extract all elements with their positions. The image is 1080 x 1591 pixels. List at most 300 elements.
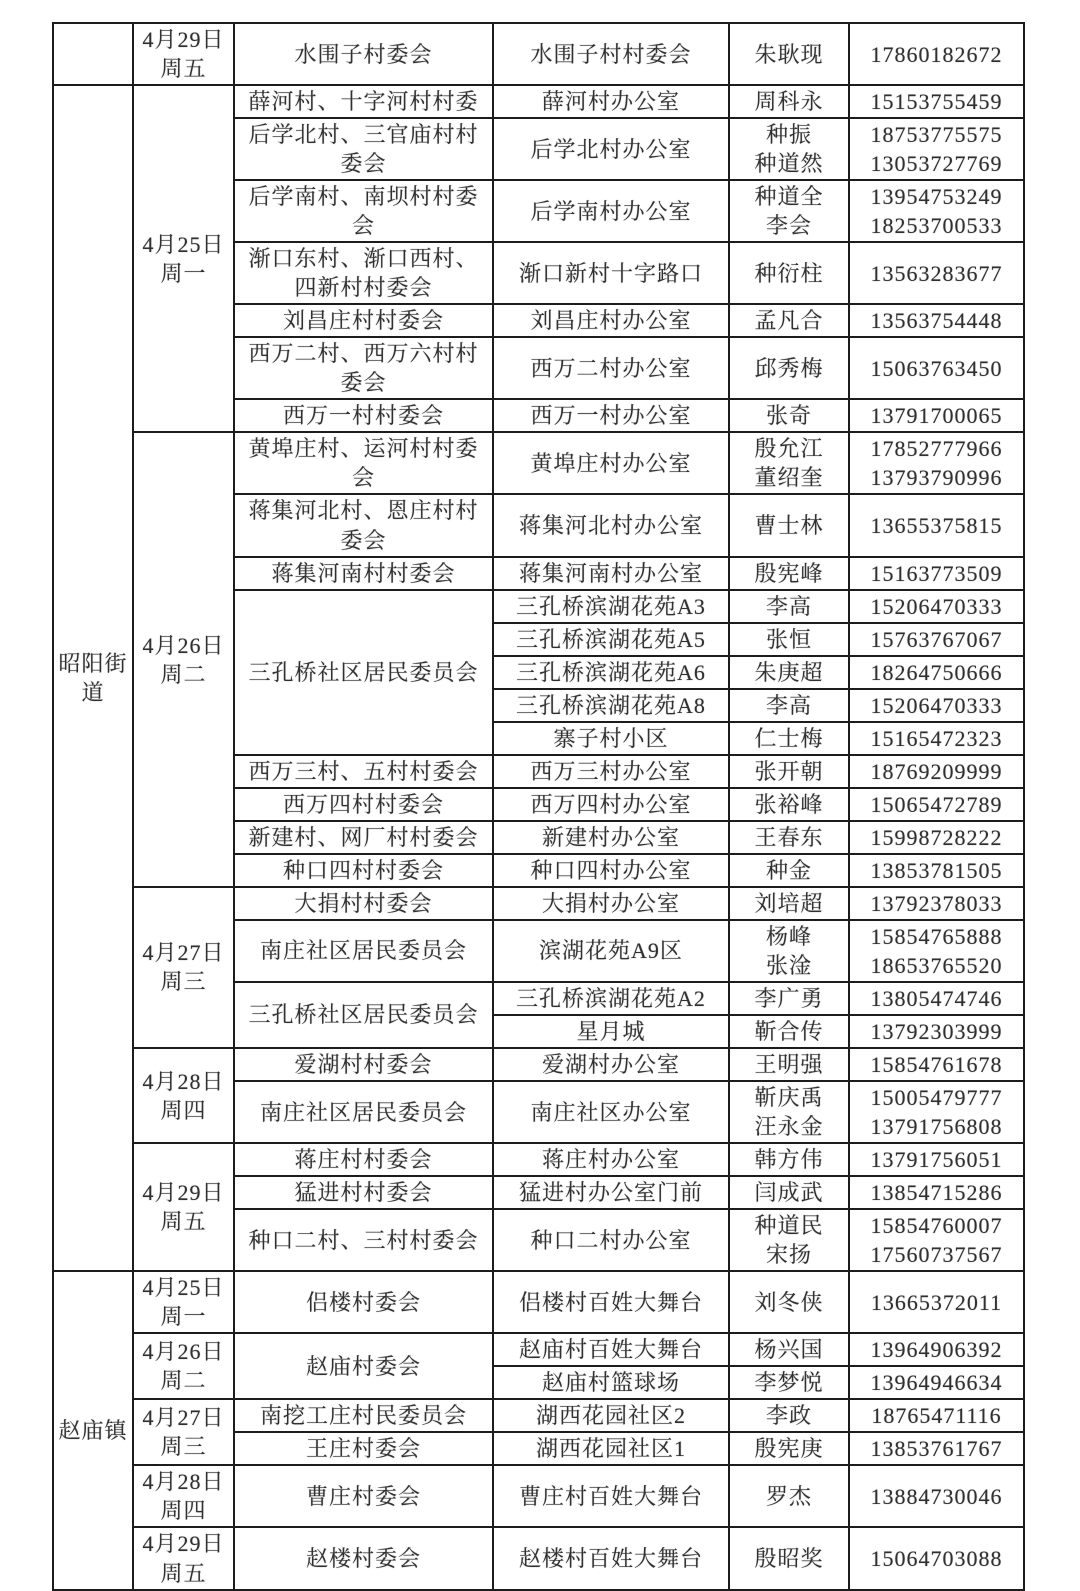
contact-name: 罗杰 <box>765 1483 812 1509</box>
date-cell <box>133 1048 234 1143</box>
location-cell <box>493 304 729 337</box>
committee-cell <box>234 1081 493 1143</box>
location-text: 滨湖花苑A9区 <box>539 938 683 964</box>
phone-number: 18753775575 <box>870 122 1003 148</box>
committee-name: 三孔桥社区居民委员会 <box>248 1002 479 1028</box>
date-text: 4月27日 <box>142 1405 225 1431</box>
contact-cell <box>729 23 849 85</box>
contact-cell <box>729 623 849 656</box>
committee-name: 水围子村委会 <box>294 41 433 67</box>
phone-cell <box>849 590 1024 623</box>
phone-number: 18253700533 <box>870 213 1003 239</box>
location-cell <box>493 1399 729 1432</box>
phone-cell <box>849 1176 1024 1209</box>
committee-cell <box>234 887 493 920</box>
phone-number: 13964906392 <box>870 1337 1003 1363</box>
location-text: 黄埠庄村办公室 <box>530 450 692 476</box>
phone-number: 15165472323 <box>870 725 1003 751</box>
phone-cell <box>849 821 1024 854</box>
location-text: 湖西花园社区1 <box>535 1436 686 1462</box>
committee-name: 西万一村村委会 <box>282 403 444 429</box>
contact-cell <box>729 590 849 623</box>
committee-cell <box>234 1048 493 1081</box>
phone-cell <box>849 623 1024 656</box>
phone-number: 17852777966 <box>870 436 1003 462</box>
contact-name: 靳庆禹 <box>754 1085 824 1111</box>
committee-cell <box>234 982 493 1048</box>
contact-name: 殷允江 <box>754 436 824 462</box>
phone-cell <box>849 656 1024 689</box>
location-cell <box>493 399 729 432</box>
table-row <box>53 1271 1024 1333</box>
contact-name: 王明强 <box>754 1052 824 1077</box>
weekday-text: 周四 <box>160 1097 207 1123</box>
contact-cell <box>729 242 849 304</box>
location-text: 赵庙村百姓大舞台 <box>518 1337 703 1363</box>
committee-name: 薛河村、十字河村村委 <box>248 89 479 115</box>
contact-name: 李梦悦 <box>754 1370 824 1396</box>
committee-name: 后学南村、南坝村村委会 <box>248 184 479 239</box>
phone-cell <box>849 920 1024 982</box>
contact-name: 宋扬 <box>765 1242 812 1268</box>
contact-name: 李广勇 <box>754 985 824 1011</box>
contact-name: 李会 <box>765 213 812 239</box>
contact-name: 王春东 <box>754 824 824 850</box>
contact-cell <box>729 982 849 1015</box>
phone-number: 13792378033 <box>870 890 1003 916</box>
weekday-text: 周四 <box>160 1498 207 1524</box>
location-cell <box>493 689 729 722</box>
committee-name: 南庄社区居民委员会 <box>259 1099 467 1125</box>
location-cell <box>493 1176 729 1209</box>
date-text: 4月25日 <box>142 231 225 257</box>
contact-cell <box>729 1176 849 1209</box>
committee-cell <box>234 821 493 854</box>
committee-cell <box>234 304 493 337</box>
phone-number: 13665372011 <box>870 1289 1003 1315</box>
phone-cell <box>849 1527 1024 1589</box>
committee-cell <box>234 85 493 118</box>
committee-cell <box>234 1432 493 1465</box>
contact-name: 殷宪峰 <box>754 560 824 586</box>
location-cell <box>493 557 729 590</box>
date-text: 4月25日 <box>142 1275 225 1301</box>
contact-name: 韩方伟 <box>754 1147 824 1173</box>
phone-number: 13805474746 <box>870 985 1003 1011</box>
contact-name: 邱秀梅 <box>754 355 824 381</box>
phone-cell <box>849 432 1024 494</box>
contact-name: 杨峰 <box>765 923 812 949</box>
contact-cell <box>729 337 849 399</box>
location-cell <box>493 1333 729 1366</box>
phone-cell <box>849 982 1024 1015</box>
date-text: 4月29日 <box>142 1180 225 1206</box>
table-row <box>53 1465 1024 1527</box>
contact-cell <box>729 1366 849 1399</box>
contact-name: 闫成武 <box>754 1180 824 1206</box>
contact-cell <box>729 1527 849 1589</box>
location-cell <box>493 1143 729 1176</box>
phone-number: 18765471116 <box>871 1403 1002 1429</box>
contact-cell <box>729 887 849 920</box>
region-cell <box>53 23 133 85</box>
phone-number: 13853761767 <box>870 1436 1003 1462</box>
location-text: 蒋庄村办公室 <box>541 1147 680 1173</box>
phone-cell <box>849 557 1024 590</box>
location-text: 三孔桥滨湖花苑A3 <box>516 593 706 619</box>
location-cell <box>493 656 729 689</box>
location-cell <box>493 623 729 656</box>
location-text: 薛河村办公室 <box>541 89 680 115</box>
committee-cell <box>234 494 493 556</box>
phone-number: 15854765888 <box>870 923 1003 949</box>
date-text: 4月26日 <box>142 1339 225 1365</box>
location-cell <box>493 23 729 85</box>
committee-name: 大捐村村委会 <box>294 890 433 916</box>
committee-name: 蒋集河南村村委会 <box>271 560 456 586</box>
committee-name: 侣楼村委会 <box>305 1289 421 1315</box>
phone-cell <box>849 1015 1024 1048</box>
location-text: 大捐村办公室 <box>541 890 680 916</box>
committee-cell <box>234 920 493 982</box>
contact-cell <box>729 557 849 590</box>
committee-name: 猛进村村委会 <box>294 1180 433 1206</box>
weekday-text: 周二 <box>160 1368 207 1394</box>
date-cell <box>133 1271 234 1333</box>
weekday-text: 周三 <box>160 969 207 995</box>
committee-cell <box>234 590 493 755</box>
phone-number: 13655375815 <box>870 512 1003 538</box>
table-row <box>53 1048 1024 1081</box>
committee-cell <box>234 23 493 85</box>
committee-cell <box>234 788 493 821</box>
phone-number: 15063763450 <box>870 355 1003 381</box>
phone-cell <box>849 689 1024 722</box>
committee-name: 渐口东村、渐口西村、四新村村委会 <box>248 246 479 301</box>
phone-cell <box>849 1209 1024 1271</box>
date-text: 4月27日 <box>142 940 225 966</box>
date-text: 4月28日 <box>142 1469 225 1495</box>
weekday-text: 周五 <box>160 56 207 82</box>
location-cell <box>493 722 729 755</box>
location-text: 猛进村办公室门前 <box>518 1180 703 1206</box>
contact-cell <box>729 821 849 854</box>
phone-number: 13791756808 <box>870 1114 1003 1140</box>
table-row <box>53 85 1024 118</box>
location-cell <box>493 432 729 494</box>
region-name: 赵庙镇 <box>58 1417 128 1443</box>
committee-cell <box>234 557 493 590</box>
phone-number: 15206470333 <box>870 692 1003 718</box>
contact-cell <box>729 399 849 432</box>
location-text: 后学南村办公室 <box>530 198 692 224</box>
weekday-text: 周三 <box>160 1434 207 1460</box>
contact-name: 孟凡合 <box>754 308 824 334</box>
phone-cell <box>849 1333 1024 1366</box>
phone-cell <box>849 85 1024 118</box>
document-sheet <box>52 22 1025 1591</box>
contact-name: 张恒 <box>765 626 812 652</box>
committee-name: 种口二村、三村村委会 <box>248 1227 479 1253</box>
location-text: 蒋集河北村办公室 <box>518 512 703 538</box>
phone-cell <box>849 788 1024 821</box>
committee-name: 黄埠庄村、运河村村委会 <box>248 436 479 491</box>
location-cell <box>493 590 729 623</box>
location-text: 赵楼村百姓大舞台 <box>518 1545 703 1571</box>
location-text: 三孔桥滨湖花苑A6 <box>516 659 706 685</box>
contact-name: 周科永 <box>754 89 824 115</box>
location-cell <box>493 180 729 242</box>
location-text: 刘昌庄村办公室 <box>530 308 692 334</box>
contact-cell <box>729 1015 849 1048</box>
phone-number: 15064703088 <box>870 1545 1003 1571</box>
committee-cell <box>234 854 493 887</box>
contact-cell <box>729 304 849 337</box>
contact-cell <box>729 1271 849 1333</box>
phone-cell <box>849 854 1024 887</box>
location-cell <box>493 982 729 1015</box>
contact-name: 张开朝 <box>754 758 824 784</box>
phone-cell <box>849 887 1024 920</box>
weekday-text: 周一 <box>160 260 207 286</box>
weekday-text: 周五 <box>160 1560 207 1586</box>
phone-number: 15065472789 <box>870 791 1003 817</box>
committee-cell <box>234 1399 493 1432</box>
date-cell <box>133 1333 234 1399</box>
location-text: 赵庙村篮球场 <box>541 1370 680 1396</box>
phone-number: 18264750666 <box>870 659 1003 685</box>
location-text: 新建村办公室 <box>541 824 680 850</box>
schedule-table <box>52 22 1025 1591</box>
phone-cell <box>849 1081 1024 1143</box>
committee-cell <box>234 242 493 304</box>
committee-name: 西万二村、西万六村村委会 <box>248 341 479 396</box>
contact-cell <box>729 494 849 556</box>
contact-cell <box>729 689 849 722</box>
committee-cell <box>234 118 493 180</box>
committee-cell <box>234 1209 493 1271</box>
date-text: 4月29日 <box>142 27 225 52</box>
location-text: 蒋集河南村办公室 <box>518 560 703 586</box>
committee-name: 刘昌庄村村委会 <box>282 308 444 334</box>
phone-cell <box>849 180 1024 242</box>
schedule-table-body <box>53 23 1024 1590</box>
contact-cell <box>729 1048 849 1081</box>
committee-cell <box>234 1271 493 1333</box>
date-text: 4月29日 <box>142 1531 225 1557</box>
contact-name: 张淦 <box>765 952 812 978</box>
contact-name: 殷宪庚 <box>754 1436 824 1462</box>
committee-name: 王庄村委会 <box>305 1436 421 1462</box>
phone-number: 15854760007 <box>870 1213 1003 1239</box>
location-cell <box>493 1209 729 1271</box>
date-text: 4月26日 <box>142 632 225 658</box>
contact-cell <box>729 1143 849 1176</box>
contact-name: 种道然 <box>754 151 824 177</box>
phone-number: 13954753249 <box>870 184 1003 210</box>
phone-number: 13053727769 <box>870 151 1003 177</box>
contact-cell <box>729 432 849 494</box>
phone-cell <box>849 23 1024 85</box>
location-cell <box>493 1048 729 1081</box>
phone-cell <box>849 242 1024 304</box>
contact-name: 李高 <box>765 692 812 718</box>
phone-number: 13791756051 <box>870 1147 1003 1173</box>
location-text: 侣楼村百姓大舞台 <box>518 1289 703 1315</box>
phone-number: 13792303999 <box>870 1018 1003 1044</box>
location-text: 后学北村办公室 <box>530 136 692 162</box>
location-cell <box>493 1432 729 1465</box>
contact-name: 仁士梅 <box>754 725 824 751</box>
committee-cell <box>234 1527 493 1589</box>
phone-number: 15206470333 <box>870 593 1003 619</box>
committee-name: 南庄社区居民委员会 <box>259 938 467 964</box>
committee-name: 赵楼村委会 <box>305 1545 421 1571</box>
table-row <box>53 23 1024 85</box>
contact-name: 汪永金 <box>754 1114 824 1140</box>
phone-cell <box>849 304 1024 337</box>
phone-number: 18653765520 <box>870 952 1003 978</box>
contact-cell <box>729 755 849 788</box>
location-cell <box>493 920 729 982</box>
committee-cell <box>234 1143 493 1176</box>
location-text: 西万四村办公室 <box>530 791 692 817</box>
phone-cell <box>849 399 1024 432</box>
committee-name: 西万四村村委会 <box>282 791 444 817</box>
committee-cell <box>234 1333 493 1399</box>
phone-number: 18769209999 <box>870 758 1003 784</box>
contact-cell <box>729 788 849 821</box>
committee-name: 种口四村村委会 <box>282 857 444 883</box>
table-row <box>53 1527 1024 1589</box>
contact-cell <box>729 85 849 118</box>
committee-name: 爱湖村村委会 <box>294 1052 433 1077</box>
location-cell <box>493 788 729 821</box>
contact-name: 靳合传 <box>754 1018 824 1044</box>
location-cell <box>493 1271 729 1333</box>
contact-name: 种振 <box>765 122 812 148</box>
phone-number: 15998728222 <box>870 824 1003 850</box>
table-row <box>53 1143 1024 1176</box>
date-cell <box>133 23 234 85</box>
location-text: 星月城 <box>576 1018 646 1044</box>
table-row <box>53 1399 1024 1432</box>
location-text: 西万一村办公室 <box>530 403 692 429</box>
table-row <box>53 1333 1024 1366</box>
date-cell <box>133 1399 234 1465</box>
contact-cell <box>729 1081 849 1143</box>
location-cell <box>493 85 729 118</box>
committee-name: 三孔桥社区居民委员会 <box>248 659 479 685</box>
committee-cell <box>234 180 493 242</box>
phone-cell <box>849 118 1024 180</box>
contact-name: 杨兴国 <box>754 1337 824 1363</box>
date-cell <box>133 1143 234 1271</box>
region-cell <box>53 1271 133 1589</box>
phone-cell <box>849 1271 1024 1333</box>
contact-cell <box>729 1432 849 1465</box>
phone-cell <box>849 1143 1024 1176</box>
contact-name: 朱庚超 <box>754 659 824 685</box>
committee-cell <box>234 1465 493 1527</box>
committee-cell <box>234 337 493 399</box>
phone-cell <box>849 1366 1024 1399</box>
location-cell <box>493 337 729 399</box>
contact-name: 朱耿现 <box>754 41 824 67</box>
location-text: 种口二村办公室 <box>530 1227 692 1253</box>
contact-name: 种道民 <box>754 1213 824 1239</box>
committee-name: 曹庄村委会 <box>305 1483 421 1509</box>
contact-name: 曹士林 <box>754 512 824 538</box>
date-cell <box>133 887 234 1048</box>
location-cell <box>493 494 729 556</box>
phone-cell <box>849 337 1024 399</box>
table-row <box>53 887 1024 920</box>
location-text: 西万二村办公室 <box>530 355 692 381</box>
date-cell <box>133 85 234 432</box>
phone-number: 17560737567 <box>870 1242 1003 1268</box>
location-text: 水围子村村委会 <box>530 41 692 67</box>
contact-cell <box>729 1209 849 1271</box>
location-text: 种口四村办公室 <box>530 857 692 883</box>
location-text: 曹庄村百姓大舞台 <box>518 1483 703 1509</box>
location-text: 三孔桥滨湖花苑A8 <box>516 692 706 718</box>
location-cell <box>493 242 729 304</box>
location-cell <box>493 118 729 180</box>
contact-name: 刘培超 <box>754 890 824 916</box>
phone-number: 15153755459 <box>870 89 1003 115</box>
location-text: 三孔桥滨湖花苑A5 <box>516 626 706 652</box>
location-text: 寨子村小区 <box>553 725 669 751</box>
phone-cell <box>849 1399 1024 1432</box>
contact-name: 种金 <box>765 857 812 883</box>
phone-number: 13791700065 <box>870 403 1003 429</box>
contact-name: 董绍奎 <box>754 465 824 491</box>
contact-name: 张裕峰 <box>754 791 824 817</box>
contact-name: 张奇 <box>765 403 812 429</box>
phone-number: 13964946634 <box>870 1370 1003 1396</box>
committee-name: 南挖工庄村民委员会 <box>259 1403 467 1429</box>
phone-number: 13563754448 <box>870 308 1003 334</box>
phone-cell <box>849 1432 1024 1465</box>
phone-number: 15763767067 <box>870 626 1003 652</box>
date-cell <box>133 1527 234 1589</box>
location-cell <box>493 1366 729 1399</box>
location-cell <box>493 887 729 920</box>
phone-number: 17860182672 <box>870 41 1003 67</box>
contact-cell <box>729 180 849 242</box>
table-row <box>53 432 1024 494</box>
committee-name: 蒋集河北村、恩庄村村委会 <box>248 498 479 553</box>
contact-cell <box>729 656 849 689</box>
phone-cell <box>849 494 1024 556</box>
date-text: 4月28日 <box>142 1068 225 1094</box>
phone-number: 13793790996 <box>870 465 1003 491</box>
location-cell <box>493 1081 729 1143</box>
committee-name: 后学北村、三官庙村村委会 <box>248 122 479 177</box>
contact-cell <box>729 1399 849 1432</box>
phone-number: 13853781505 <box>870 857 1003 883</box>
committee-name: 西万三村、五村村委会 <box>248 758 479 784</box>
phone-number: 15005479777 <box>870 1085 1003 1111</box>
contact-name: 种道全 <box>754 184 824 210</box>
location-text: 渐口新村十字路口 <box>518 260 703 286</box>
contact-name: 李高 <box>765 593 812 619</box>
phone-number: 15163773509 <box>870 560 1003 586</box>
phone-cell <box>849 1048 1024 1081</box>
contact-cell <box>729 854 849 887</box>
phone-number: 13854715286 <box>870 1180 1003 1206</box>
